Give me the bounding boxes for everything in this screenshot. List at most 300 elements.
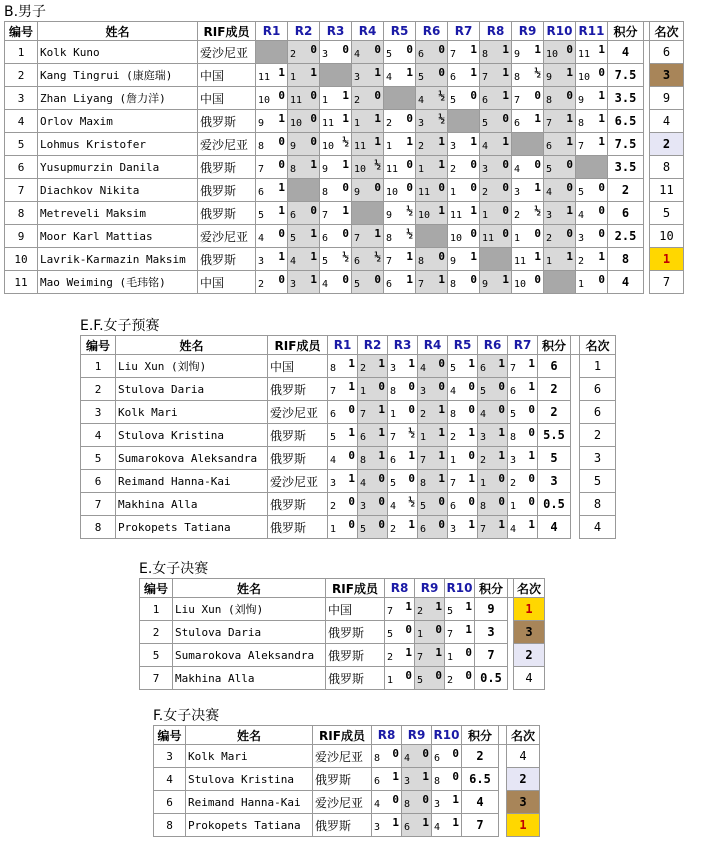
header-row: [140, 579, 545, 598]
opponent-number: 1: [450, 187, 457, 198]
round-result: [512, 156, 544, 179]
final-rank: 5: [580, 470, 616, 493]
row-number: 8: [81, 516, 116, 539]
opponent-number: 5: [290, 233, 297, 244]
column-header: 名次: [580, 336, 616, 355]
player-federation: 俄罗斯: [326, 644, 385, 667]
player-federation: 爱沙尼亚: [313, 791, 372, 814]
player-federation: 俄罗斯: [326, 667, 385, 690]
round-result: [388, 516, 418, 539]
opponent-number: 2: [510, 478, 517, 489]
opponent-number: 10: [418, 210, 431, 221]
round-result: [418, 401, 448, 424]
round-score: 0: [598, 204, 605, 217]
round-result: [576, 156, 608, 179]
opponent-number: 5: [578, 187, 585, 198]
round-result: [544, 248, 576, 271]
round-result: [385, 598, 415, 621]
round-result: [480, 225, 512, 248]
column-header: 名次: [507, 726, 540, 745]
header-row: [154, 726, 540, 745]
opponent-number: 6: [480, 363, 487, 374]
column-header: 编号: [81, 336, 116, 355]
round-result: [432, 768, 462, 791]
row-number: 8: [5, 202, 38, 225]
opponent-number: 3: [578, 233, 585, 244]
round-score: 1: [438, 472, 445, 485]
round-score: 0: [310, 135, 317, 148]
spacer-cell: [571, 447, 580, 470]
round-result: [320, 133, 352, 156]
round-result: [576, 179, 608, 202]
round-result: [448, 248, 480, 271]
round-result: [328, 401, 358, 424]
round-score: 1: [310, 227, 317, 240]
player-federation: 俄罗斯: [326, 621, 385, 644]
table-row: [154, 768, 540, 791]
table-row: [81, 378, 616, 401]
total-points: 9: [475, 598, 508, 621]
round-result: [384, 133, 416, 156]
round-result: [415, 667, 445, 690]
player-federation: 俄罗斯: [313, 814, 372, 837]
opponent-number: 6: [374, 776, 381, 787]
round-score: 0: [528, 472, 535, 485]
column-header: R2: [358, 336, 388, 355]
round-result: [288, 110, 320, 133]
round-result: [384, 64, 416, 87]
round-score: 1: [378, 449, 385, 462]
results-table: [4, 21, 684, 294]
player-name: Moor Karl Mattias: [38, 225, 198, 248]
round-score: 1: [406, 135, 413, 148]
round-score: 1: [378, 426, 385, 439]
round-score: 1: [278, 66, 285, 79]
round-result: [576, 64, 608, 87]
round-result: [432, 791, 462, 814]
round-result: [544, 225, 576, 248]
round-score: 0: [392, 747, 399, 760]
round-score: 1: [498, 449, 505, 462]
round-result: [256, 133, 288, 156]
round-score: 1: [566, 112, 573, 125]
round-score: 1: [470, 43, 477, 56]
opponent-number: 7: [447, 629, 454, 640]
opponent-number: 2: [354, 95, 361, 106]
round-score: 1: [406, 273, 413, 286]
column-header: R5: [448, 336, 478, 355]
round-result: [288, 87, 320, 110]
total-points: 7.5: [608, 133, 644, 156]
round-score: 1: [498, 357, 505, 370]
opponent-number: 7: [387, 606, 394, 617]
player-federation: 中国: [326, 598, 385, 621]
round-result: [576, 41, 608, 64]
round-score: 1: [468, 472, 475, 485]
round-result: [402, 768, 432, 791]
opponent-number: 3: [404, 776, 411, 787]
opponent-number: 3: [322, 49, 329, 60]
round-result: [416, 179, 448, 202]
row-number: 1: [140, 598, 173, 621]
header-row: [81, 336, 616, 355]
round-score: 1: [342, 89, 349, 102]
opponent-number: 4: [514, 164, 521, 175]
spacer-cell: [571, 493, 580, 516]
opponent-number: 3: [510, 455, 517, 466]
round-score: 1: [498, 426, 505, 439]
round-score: 0: [498, 403, 505, 416]
opponent-number: 8: [404, 799, 411, 810]
opponent-number: 6: [450, 72, 457, 83]
player-name: Stulova Kristina: [186, 768, 313, 791]
round-result: [388, 378, 418, 401]
row-number: 3: [81, 401, 116, 424]
opponent-number: 3: [450, 524, 457, 535]
table-row: [140, 621, 545, 644]
opponent-number: 11: [450, 210, 463, 221]
opponent-number: 2: [514, 210, 521, 221]
round-score: 1: [374, 66, 381, 79]
round-score: 1: [435, 600, 442, 613]
round-score: 0: [348, 403, 355, 416]
player-name: Mao Weiming (毛玮铭): [38, 271, 198, 294]
opponent-number: 2: [450, 164, 457, 175]
player-federation: 俄罗斯: [268, 516, 328, 539]
total-points: 7: [462, 814, 499, 837]
round-score: 1: [498, 518, 505, 531]
opponent-number: 3: [514, 187, 521, 198]
opponent-number: 4: [386, 72, 393, 83]
opponent-number: 6: [434, 753, 441, 764]
round-result: [418, 378, 448, 401]
results-table: [80, 335, 616, 539]
round-score: 0: [374, 181, 381, 194]
total-points: 6: [608, 202, 644, 225]
round-result: [256, 225, 288, 248]
round-score: 0: [498, 495, 505, 508]
player-federation: 俄罗斯: [268, 447, 328, 470]
round-result: [544, 64, 576, 87]
opponent-number: 3: [546, 210, 553, 221]
round-result: [478, 355, 508, 378]
column-header: R9: [512, 22, 544, 41]
table-row: [81, 424, 616, 447]
round-score: 1: [438, 273, 445, 286]
opponent-number: 3: [390, 363, 397, 374]
round-result: [480, 271, 512, 294]
opponent-number: 8: [258, 141, 265, 152]
player-federation: 俄罗斯: [268, 493, 328, 516]
round-score: 1: [408, 518, 415, 531]
round-result: [415, 621, 445, 644]
round-score: 1: [278, 181, 285, 194]
player-name: Sumarokova Aleksandra: [173, 644, 326, 667]
opponent-number: 11: [514, 256, 527, 267]
opponent-number: 6: [510, 386, 517, 397]
round-score: 1: [534, 250, 541, 263]
opponent-number: 6: [420, 524, 427, 535]
column-header: R11: [576, 22, 608, 41]
round-result: [576, 87, 608, 110]
opponent-number: 6: [322, 233, 329, 244]
opponent-number: 2: [578, 256, 585, 267]
round-score: 0: [278, 273, 285, 286]
round-score: 0: [348, 449, 355, 462]
round-score: 0: [502, 181, 509, 194]
round-score: 0: [502, 204, 509, 217]
table-row: [81, 493, 616, 516]
row-number: 4: [81, 424, 116, 447]
results-table-body: [140, 579, 545, 690]
total-points: 2.5: [608, 225, 644, 248]
opponent-number: 11: [578, 49, 591, 60]
opponent-number: 1: [386, 141, 393, 152]
round-result: [256, 156, 288, 179]
round-result: [288, 133, 320, 156]
opponent-number: 11: [386, 164, 399, 175]
opponent-number: 7: [480, 524, 487, 535]
round-result: [480, 202, 512, 225]
round-score: ½: [438, 89, 445, 102]
opponent-number: 7: [420, 455, 427, 466]
round-result: [508, 447, 538, 470]
row-number: 7: [5, 179, 38, 202]
row-number: 6: [154, 791, 186, 814]
player-name: Makhina Alla: [116, 493, 268, 516]
player-name: Zhan Liyang (詹力洋): [38, 87, 198, 110]
opponent-number: 6: [258, 187, 265, 198]
round-score: ½: [534, 204, 541, 217]
row-number: 6: [81, 470, 116, 493]
row-number: 1: [5, 41, 38, 64]
round-result: [328, 424, 358, 447]
column-header: R3: [320, 22, 352, 41]
round-score: 0: [566, 89, 573, 102]
opponent-number: 1: [387, 675, 394, 686]
column-header: R8: [480, 22, 512, 41]
round-result: [576, 110, 608, 133]
round-result: [416, 225, 448, 248]
round-result: [385, 644, 415, 667]
table-row: [5, 225, 684, 248]
opponent-number: 7: [360, 409, 367, 420]
final-rank: 2: [507, 768, 540, 791]
final-rank: 1: [650, 248, 684, 271]
opponent-number: 4: [404, 753, 411, 764]
round-result: [388, 493, 418, 516]
round-result: [256, 179, 288, 202]
round-result: [416, 156, 448, 179]
player-federation: 俄罗斯: [268, 378, 328, 401]
round-score: 1: [465, 623, 472, 636]
player-federation: 俄罗斯: [198, 110, 256, 133]
round-result: [576, 133, 608, 156]
opponent-number: 7: [390, 432, 397, 443]
spacer-cell: [499, 745, 507, 768]
opponent-number: 7: [450, 478, 457, 489]
round-score: 1: [406, 250, 413, 263]
opponent-number: 5: [386, 49, 393, 60]
opponent-number: 8: [390, 386, 397, 397]
opponent-number: 2: [290, 49, 297, 60]
total-points: 4: [608, 271, 644, 294]
round-score: 0: [438, 495, 445, 508]
round-score: 1: [278, 112, 285, 125]
total-points: 4: [462, 791, 499, 814]
round-score: 0: [452, 770, 459, 783]
round-score: 1: [310, 158, 317, 171]
round-result: [256, 271, 288, 294]
column-header: R1: [256, 22, 288, 41]
opponent-number: 8: [434, 776, 441, 787]
round-score: 0: [438, 181, 445, 194]
opponent-number: 11: [290, 95, 303, 106]
round-result: [352, 87, 384, 110]
round-score: 1: [534, 112, 541, 125]
round-result: [445, 667, 475, 690]
column-header: 积分: [462, 726, 499, 745]
round-score: 0: [438, 250, 445, 263]
opponent-number: 1: [418, 164, 425, 175]
round-result: [415, 644, 445, 667]
row-number: 8: [154, 814, 186, 837]
opponent-number: 8: [420, 478, 427, 489]
round-result: [448, 516, 478, 539]
round-result: [512, 110, 544, 133]
row-number: 1: [81, 355, 116, 378]
round-result: [448, 156, 480, 179]
opponent-number: 5: [322, 256, 329, 267]
round-result: [384, 156, 416, 179]
round-score: 0: [598, 181, 605, 194]
spacer-cell: [571, 424, 580, 447]
opponent-number: 2: [546, 233, 553, 244]
round-score: 0: [470, 227, 477, 240]
opponent-number: 8: [290, 164, 297, 175]
round-result: [508, 516, 538, 539]
round-result: [256, 41, 288, 64]
player-name: Kolk Mari: [186, 745, 313, 768]
round-score: 1: [422, 816, 429, 829]
round-result: [478, 424, 508, 447]
opponent-number: 1: [480, 478, 487, 489]
round-result: [512, 202, 544, 225]
round-result: [480, 133, 512, 156]
round-score: 1: [406, 66, 413, 79]
opponent-number: 5: [480, 386, 487, 397]
opponent-number: 7: [450, 49, 457, 60]
round-score: 0: [468, 449, 475, 462]
round-result: [384, 225, 416, 248]
opponent-number: 10: [290, 118, 303, 129]
player-name: Yusupmurzin Danila: [38, 156, 198, 179]
table-row: [154, 791, 540, 814]
round-result: [448, 41, 480, 64]
final-rank: 1: [580, 355, 616, 378]
round-result: [288, 225, 320, 248]
player-name: Diachkov Nikita: [38, 179, 198, 202]
round-result: [508, 470, 538, 493]
opponent-number: 5: [258, 210, 265, 221]
round-score: 1: [392, 816, 399, 829]
column-header: [571, 336, 580, 355]
column-header: 积分: [475, 579, 508, 598]
round-score: 0: [348, 495, 355, 508]
column-header: R2: [288, 22, 320, 41]
round-result: [432, 745, 462, 768]
total-points: 3: [475, 621, 508, 644]
round-result: [448, 401, 478, 424]
opponent-number: 2: [418, 141, 425, 152]
round-score: 1: [528, 449, 535, 462]
round-result: [358, 378, 388, 401]
round-result: [512, 225, 544, 248]
spacer-cell: [571, 516, 580, 539]
final-rank: 6: [650, 41, 684, 64]
round-score: 0: [310, 204, 317, 217]
round-result: [388, 447, 418, 470]
round-result: [576, 248, 608, 271]
opponent-number: 2: [480, 455, 487, 466]
round-result: [478, 447, 508, 470]
opponent-number: 7: [322, 210, 329, 221]
round-score: 1: [378, 357, 385, 370]
row-number: 11: [5, 271, 38, 294]
opponent-number: 3: [374, 822, 381, 833]
table-row: [5, 248, 684, 271]
column-header: [499, 726, 507, 745]
opponent-number: 4: [390, 501, 397, 512]
round-result: [512, 133, 544, 156]
round-score: 0: [435, 623, 442, 636]
section-men: [4, 3, 684, 294]
opponent-number: 4: [480, 409, 487, 420]
player-name: Kolk Kuno: [38, 41, 198, 64]
round-score: 1: [534, 181, 541, 194]
round-result: [352, 156, 384, 179]
opponent-number: 3: [330, 478, 337, 489]
round-result: [358, 447, 388, 470]
player-federation: 中国: [198, 64, 256, 87]
round-score: 0: [502, 227, 509, 240]
round-result: [480, 156, 512, 179]
round-result: [448, 179, 480, 202]
total-points: 3.5: [608, 156, 644, 179]
opponent-number: 10: [258, 95, 271, 106]
opponent-number: 5: [447, 606, 454, 617]
round-result: [448, 87, 480, 110]
column-header: 编号: [154, 726, 186, 745]
opponent-number: 7: [546, 118, 553, 129]
opponent-number: 4: [330, 455, 337, 466]
round-score: 1: [435, 646, 442, 659]
round-result: [352, 179, 384, 202]
opponent-number: 5: [546, 164, 553, 175]
opponent-number: 5: [420, 501, 427, 512]
opponent-number: 8: [374, 753, 381, 764]
round-result: [576, 202, 608, 225]
round-score: 0: [498, 472, 505, 485]
results-table: [139, 578, 545, 690]
total-points: 0.5: [475, 667, 508, 690]
round-result: [480, 87, 512, 110]
spacer-cell: [499, 814, 507, 837]
round-result: [256, 202, 288, 225]
round-result: [478, 470, 508, 493]
spacer-cell: [571, 401, 580, 424]
table-row: [140, 667, 545, 690]
